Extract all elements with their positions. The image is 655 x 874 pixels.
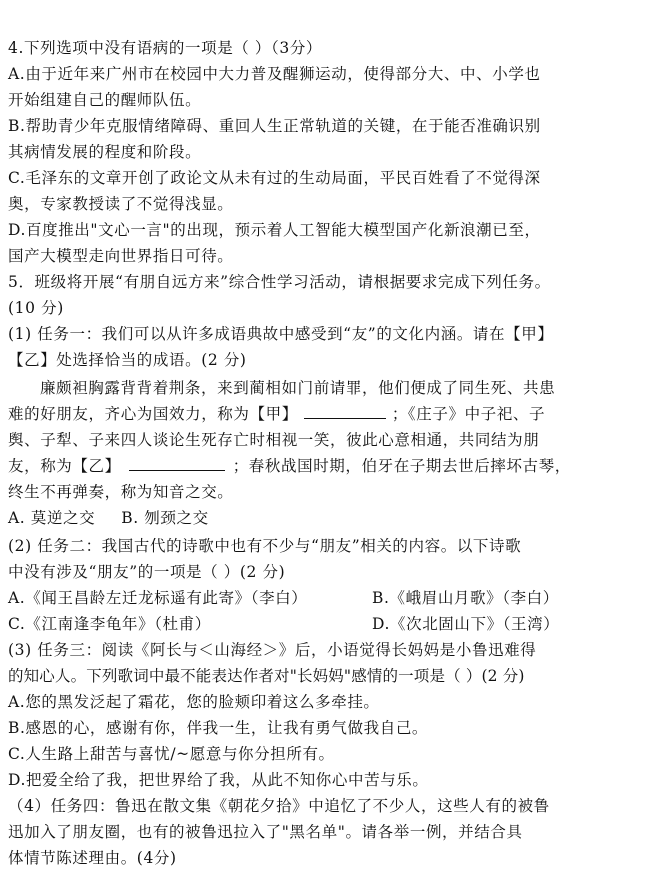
task1-options <box>8 508 209 528</box>
passage-line2-start: 难的好朋友，齐心为国效力，称为【甲】 <box>8 405 298 423</box>
passage-line2 <box>8 404 545 424</box>
q4-option-c-line1: C.毛泽东的文章开创了政论文从未有过的生动局面，平民百姓看了不觉得深 <box>8 169 541 187</box>
q4-option-b-line1: B.帮助青少年克服情绪障碍、重回人生正常轨道的关键，在于能否准确识别 <box>8 117 541 135</box>
blank-yi[interactable] <box>129 456 225 471</box>
q4-option-d-line1: D.百度推出"文心一言"的出现，预示着人工智能大模型国产化新浪潮已至， <box>8 221 541 239</box>
q4-option-d-line2: 国产大模型走向世界指日可待。 <box>8 247 234 265</box>
passage-line5: 终生不再弹奏，称为知音之交。 <box>8 483 234 501</box>
task4-line3: 体情节陈述理由。(4分) <box>8 849 177 867</box>
task2-line1: (2) 任务二：我国古代的诗歌中也有不少与“朋友”相关的内容。以下诗歌 <box>8 537 522 555</box>
passage-line4-end: ；春秋战国时期，伯牙在子期去世后摔坏古琴， <box>232 457 571 475</box>
task3-line2: 的知心人。下列歌词中最不能表达作者对"长妈妈"感情的一项是（ ）(2 分) <box>8 667 525 685</box>
passage-line1: 廉颇袒胸露背背着荆条，来到蔺相如门前请罪，他们便成了同生死、共患 <box>40 379 556 397</box>
task1-option-a: A. 莫逆之交 <box>8 509 96 527</box>
task4-line2: 迅加入了朋友圈，也有的被鲁迅拉入了"黑名单"。请各举一例，并结合具 <box>8 823 523 841</box>
task2-line2: 中没有涉及“朋友”的一项是（ ）(2 分) <box>8 563 286 581</box>
task1-line1: (1) 任务一：我们可以从许多成语典故中感受到“友”的文化内涵。请在【甲】 <box>8 325 554 343</box>
task1-line2: 【乙】处选择恰当的成语。(2 分) <box>8 351 247 369</box>
passage-line4 <box>8 456 571 476</box>
task3-option-d: D.把爱全给了我，把世界给了我，从此不知你心中苦与乐。 <box>8 771 429 789</box>
q4-option-b-line2: 其病情发展的程度和阶段。 <box>8 143 202 161</box>
q4-option-a-line2: 开始组建自己的醒师队伍。 <box>8 91 202 109</box>
task2-option-a: A.《闻王昌龄左迁龙标遥有此寄》（李白） <box>8 589 308 607</box>
passage-line2-end: ；《庄子》中子祀、子 <box>391 405 546 423</box>
task2-option-d: D.《次北固山下》（王湾） <box>372 615 560 633</box>
task2-option-c: C.《江南逢李龟年》（杜甫） <box>8 615 211 633</box>
passage-line4-start: 友，称为【乙】 <box>8 457 121 475</box>
task1-option-b: B. 刎颈之交 <box>121 509 209 527</box>
task2-option-b: B.《峨眉山月歌》（李白） <box>372 589 559 607</box>
task3-option-a: A.您的黑发泛起了霜花，您的脸颊印着这么多牵挂。 <box>8 693 380 711</box>
q5-stem-line2: (10 分) <box>8 299 64 317</box>
q4-stem: 4.下列选项中没有语病的一项是（ ）（3分） <box>8 39 323 57</box>
blank-jia[interactable] <box>304 404 386 419</box>
passage-line3: 舆、子犁、子来四人谈论生死存亡时相视一笑，彼此心意相通，共同结为朋 <box>8 431 540 449</box>
q4-option-c-line2: 奥，专家教授读了不觉得浅显。 <box>8 195 234 213</box>
task4-line1: （4）任务四：鲁迅在散文集《朝花夕拾》中追忆了不少人，这些人有的被鲁 <box>8 797 550 815</box>
task3-line1: (3) 任务三：阅读《阿长与＜山海经＞》后，小语觉得长妈妈是小鲁迅难得 <box>8 641 537 659</box>
q4-option-a-line1: A.由于近年来广州市在校园中大力普及醒狮运动，使得部分大、中、小学也 <box>8 65 541 83</box>
task3-option-c: C.人生路上甜苦与喜忧/~愿意与你分担所有。 <box>8 745 335 763</box>
task3-option-b: B.感恩的心，感谢有你，伴我一生，让我有勇气做我自己。 <box>8 719 429 737</box>
q5-stem-line1: 5．班级将开展“有朋自远方来”综合性学习活动，请根据要求完成下列任务。 <box>8 273 551 291</box>
